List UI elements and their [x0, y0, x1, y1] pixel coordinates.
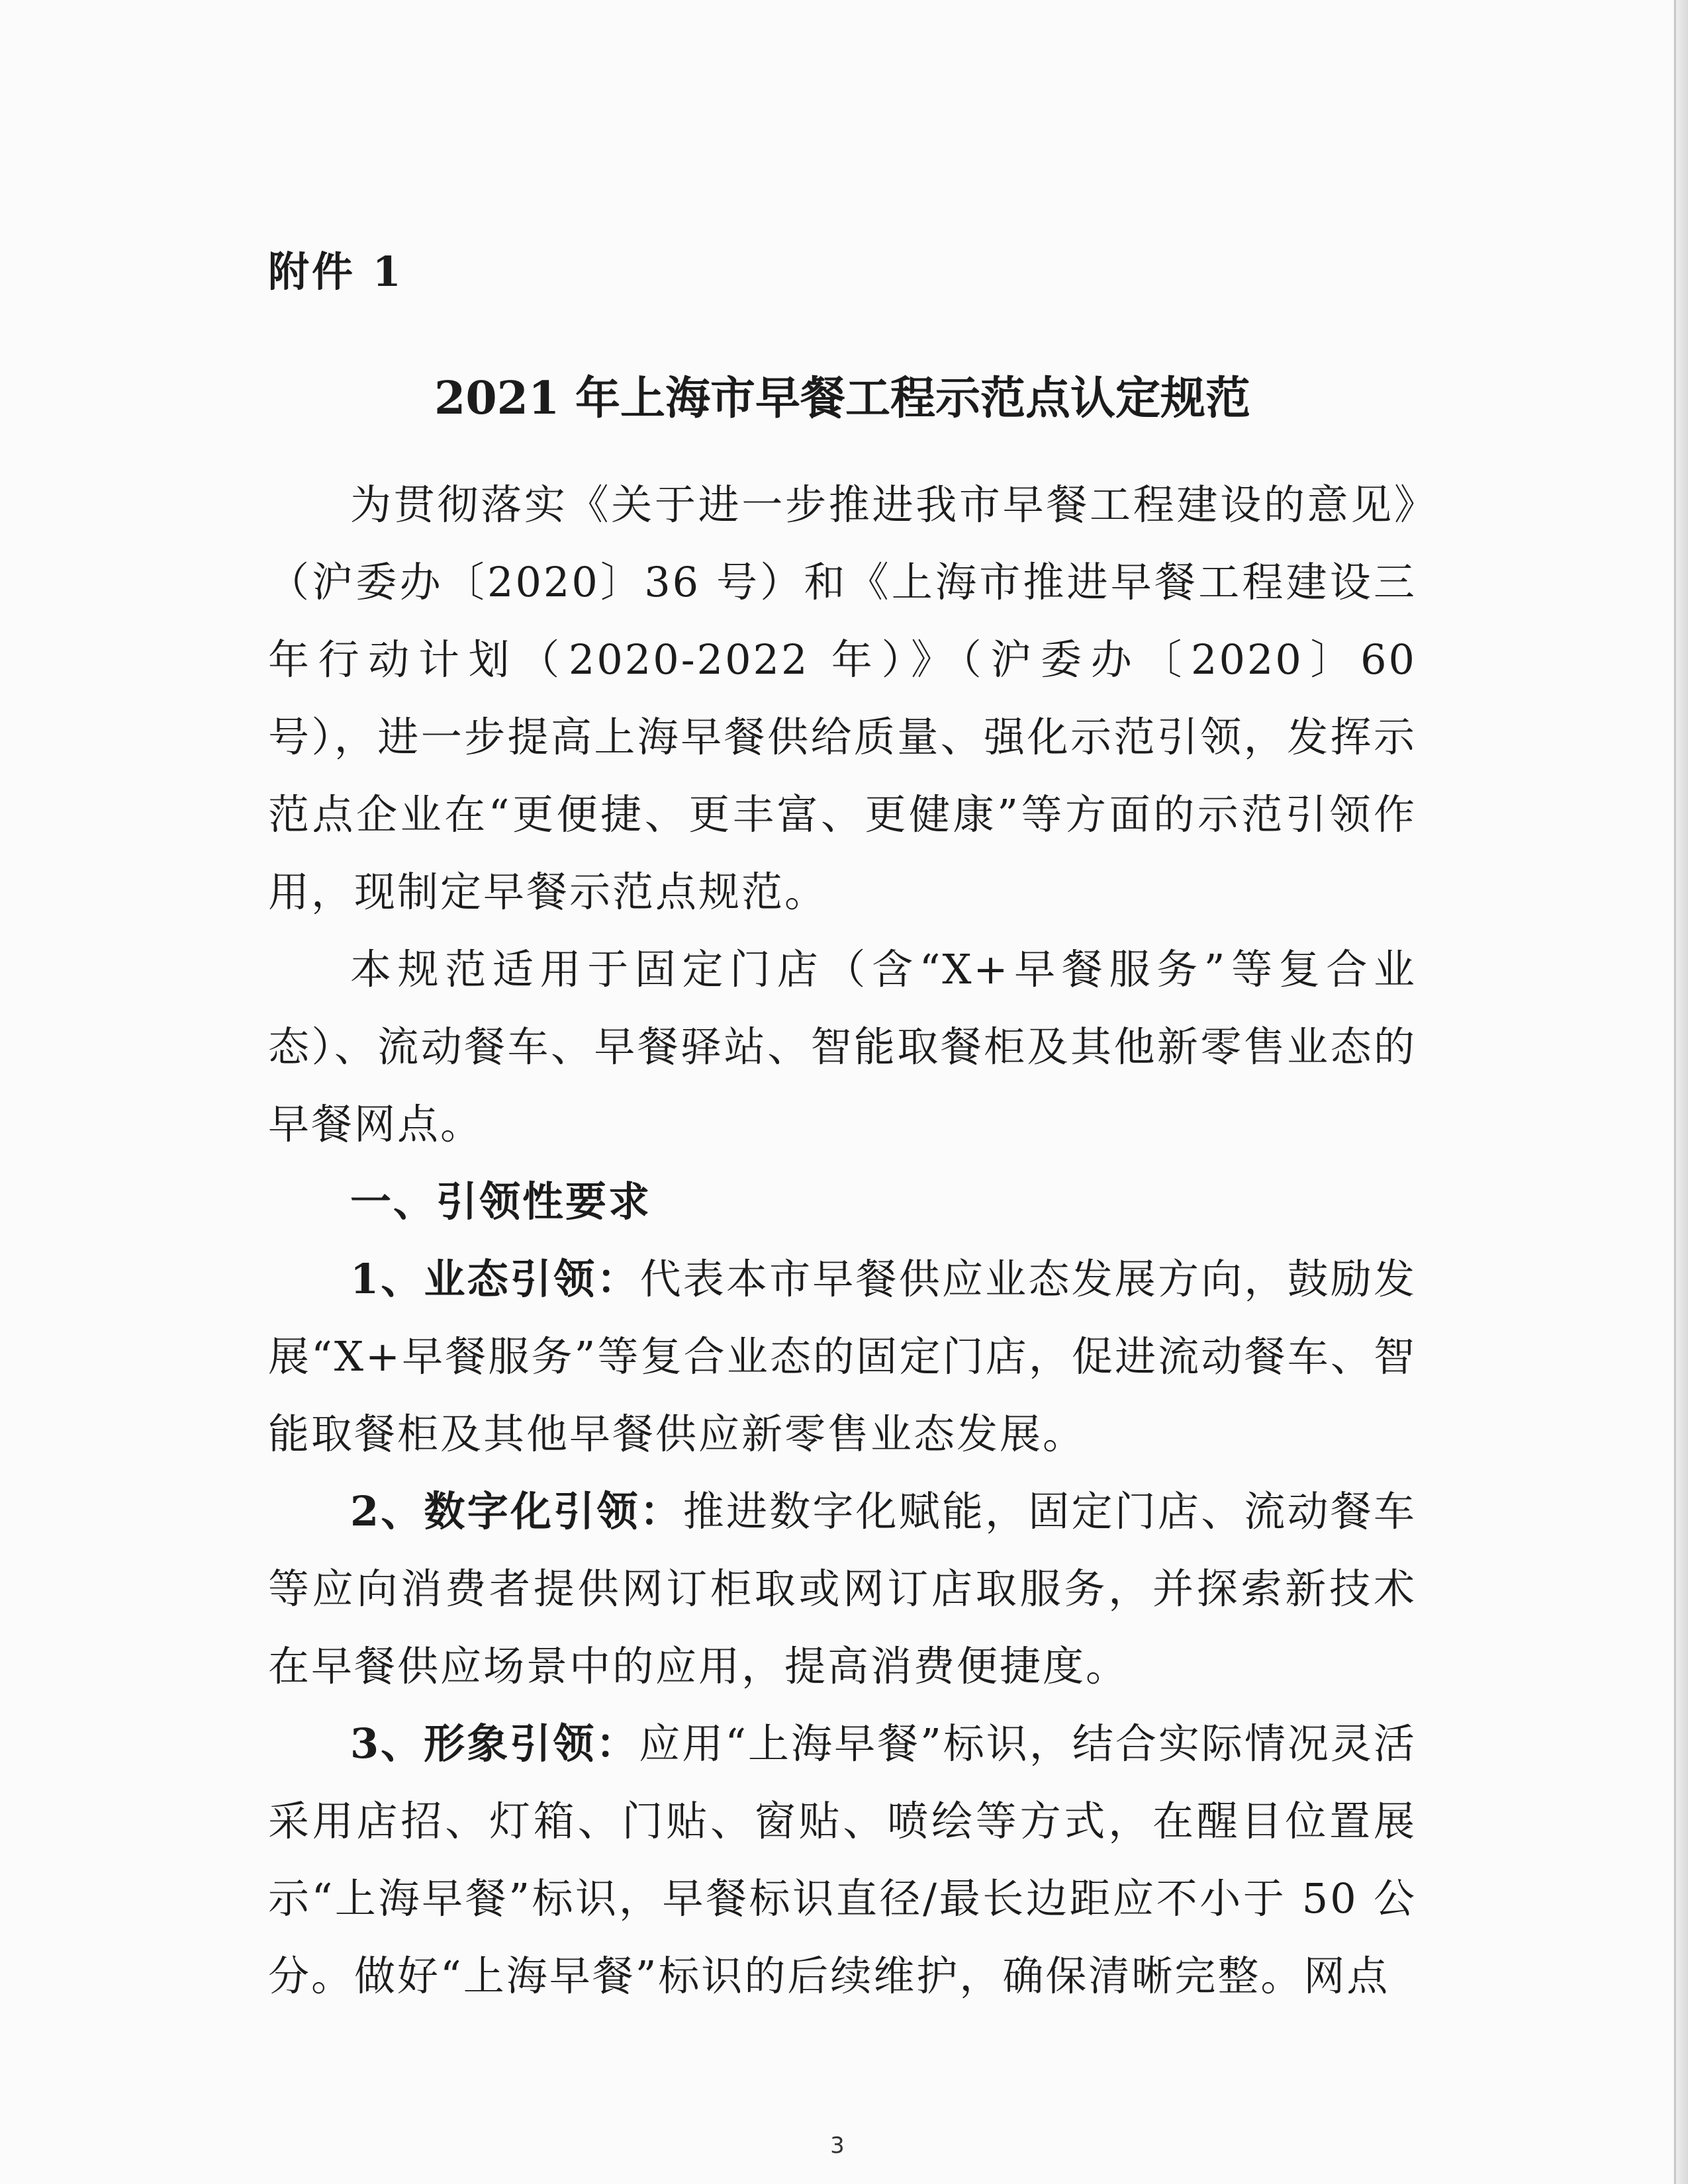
document-title: 2021 年上海市早餐工程示范点认定规范 [434, 372, 1250, 425]
item-lead: 1、业态引领： [350, 1254, 640, 1303]
scope-paragraph: 本规范适用于固定门店（含“X+早餐服务”等复合业态）、流动餐车、早餐驿站、智能取餐柜及其他新零售业态的早餐网点。 [268, 944, 1417, 1148]
item-text: 代表本市早餐供应业态发展方向，鼓励发展“X+早餐服务”等复合业态的固定门店，促进流动餐车、智能取餐柜及其他早餐供应新零售业态发展。 [268, 1254, 1417, 1458]
document-page [268, 248, 1417, 2015]
item-text: 应用“上海早餐”标识，结合实际情况灵活采用店招、灯箱、门贴、窗贴、喷绘等方式，在醒目位置展示“上海早餐”标识，早餐标识直径/最长边距应不小于 50 公分。做好“上海早餐”标识的后续维护，确保清晰完整。网点 [268, 1719, 1417, 2000]
attachment-label: 附件 1 [268, 248, 404, 296]
item-lead: 2、数字化引领： [350, 1486, 683, 1535]
item-business-format [268, 1240, 1417, 1473]
scan-shadow-line [1674, 0, 1676, 2184]
page-number: 3 [830, 2132, 845, 2159]
item-text: 推进数字化赋能，固定门店、流动餐车等应向消费者提供网订柜取或网订店取服务，并探索新技术在早餐供应场景中的应用，提高消费便捷度。 [268, 1486, 1417, 1690]
section-heading: 一、引领性要求 [350, 1177, 652, 1226]
item-digitalization [268, 1473, 1417, 1705]
intro-paragraph: 为贯彻落实《关于进一步推进我市早餐工程建设的意见》（沪委办〔2020〕36 号）和《上海市推进早餐工程建设三年行动计划（2020-2022 年）》（沪委办〔2020〕60 号），进一步提高上海早餐供给质量、强化示范引领，发挥示范点企业在“更便捷、更丰富、更健康”等方面的示范引领作用，现制定早餐示范点规范。 [268, 480, 1417, 916]
item-lead: 3、形象引领： [350, 1719, 639, 1768]
item-image [268, 1705, 1417, 2015]
